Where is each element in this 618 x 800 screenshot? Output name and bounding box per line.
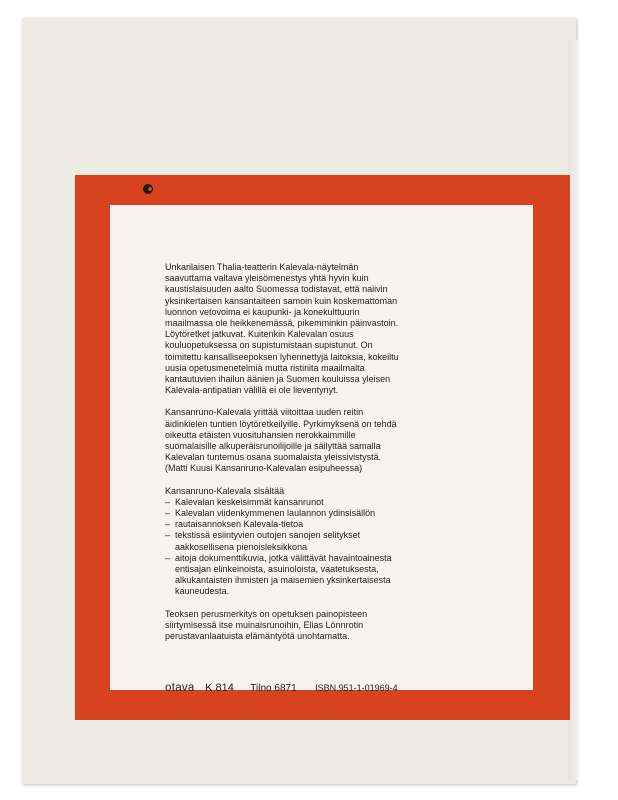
list-item: – rautaisannoksen Kalevala-tietoa <box>165 519 465 530</box>
blurb-text <box>165 262 465 642</box>
series-code: K 814 <box>205 682 234 694</box>
list-item: – Kalevalan keskeisimmät kansanrunot <box>165 497 465 508</box>
order-number: Tilno 6871 <box>250 683 297 694</box>
paragraph-2: Kansanruno-Kalevala yrittää viitoittaa uuden reitin äidinkielen tuntien löytöretkeilyille. Pyrkimyksenä on tehdä oikeutta etäisten vuosituhansien nerokkaimmille suomalaisille alkuperäisrunoilijoille ja säilyttää samalla Kalevalan tuntemus osana suomalaista yleissivistystä. (Matti Kuusi Kansanruno-Kalevalan esipuheessa) <box>165 407 397 474</box>
contents-heading: Kansanruno-Kalevala sisältää <box>165 485 285 496</box>
list-item: – Kalevalan viidenkymmenen laulannon ydinsisällön <box>165 508 465 519</box>
list-item: – aitoja dokumenttikuvia, jotka välittävät havaintoainesta entisajan elinkeinoista, asuinoloista, vaatetuksesta, alkukantaisten ihmisten ja maisemien yksinkertaisesta kauneudesta. <box>165 553 465 598</box>
publisher-logo-icon <box>143 184 153 194</box>
contents-list <box>165 497 465 598</box>
publisher-footer <box>165 678 465 694</box>
list-item: – tekstissä esiintyvien outojen sanojen selitykset aakkosellisena pienoisleksikkona <box>165 530 465 552</box>
paragraph-1: Unkarilaisen Thalia-teatterin Kalevala-näytelmän saavuttama valtava yleisömenestys yhtä hyvin kuin kaustislaisuuden aalto Suomessa todistavat, että naiivin yksinkertaisen kansantaiteen samoin kuin koskemattoman luonnon vetovoima ei kaupunki- ja konekulttuurin maailmassa ole heikkenemässä, pikemminkin päinvastoin. Löytöretket jatkuvat. Kuitenkin Kalevalan osuus kouluopetuksessa on supistumistaan supistunut. On toimitettu kansalliseepoksen lyhennettyjä laitoksia, kokeiltu uusia opetusmenetelmiä mutta ristiriita maailmalta kantautuvien ihailun äänien ja Suomen kouluissa yleisen Kalevala-antipatian välillä ei ole lieventynyt. <box>165 262 399 396</box>
paragraph-3: Teoksen perusmerkitys on opetuksen painopisteen siirtymisessä itse muinaisrunoihin, Elias Lönnrotin perustavanlaatuista elämäntyötä unohtamatta. <box>165 608 368 642</box>
isbn: ISBN 951-1-01969-4 <box>315 683 398 693</box>
publisher-name: otava <box>165 682 195 694</box>
